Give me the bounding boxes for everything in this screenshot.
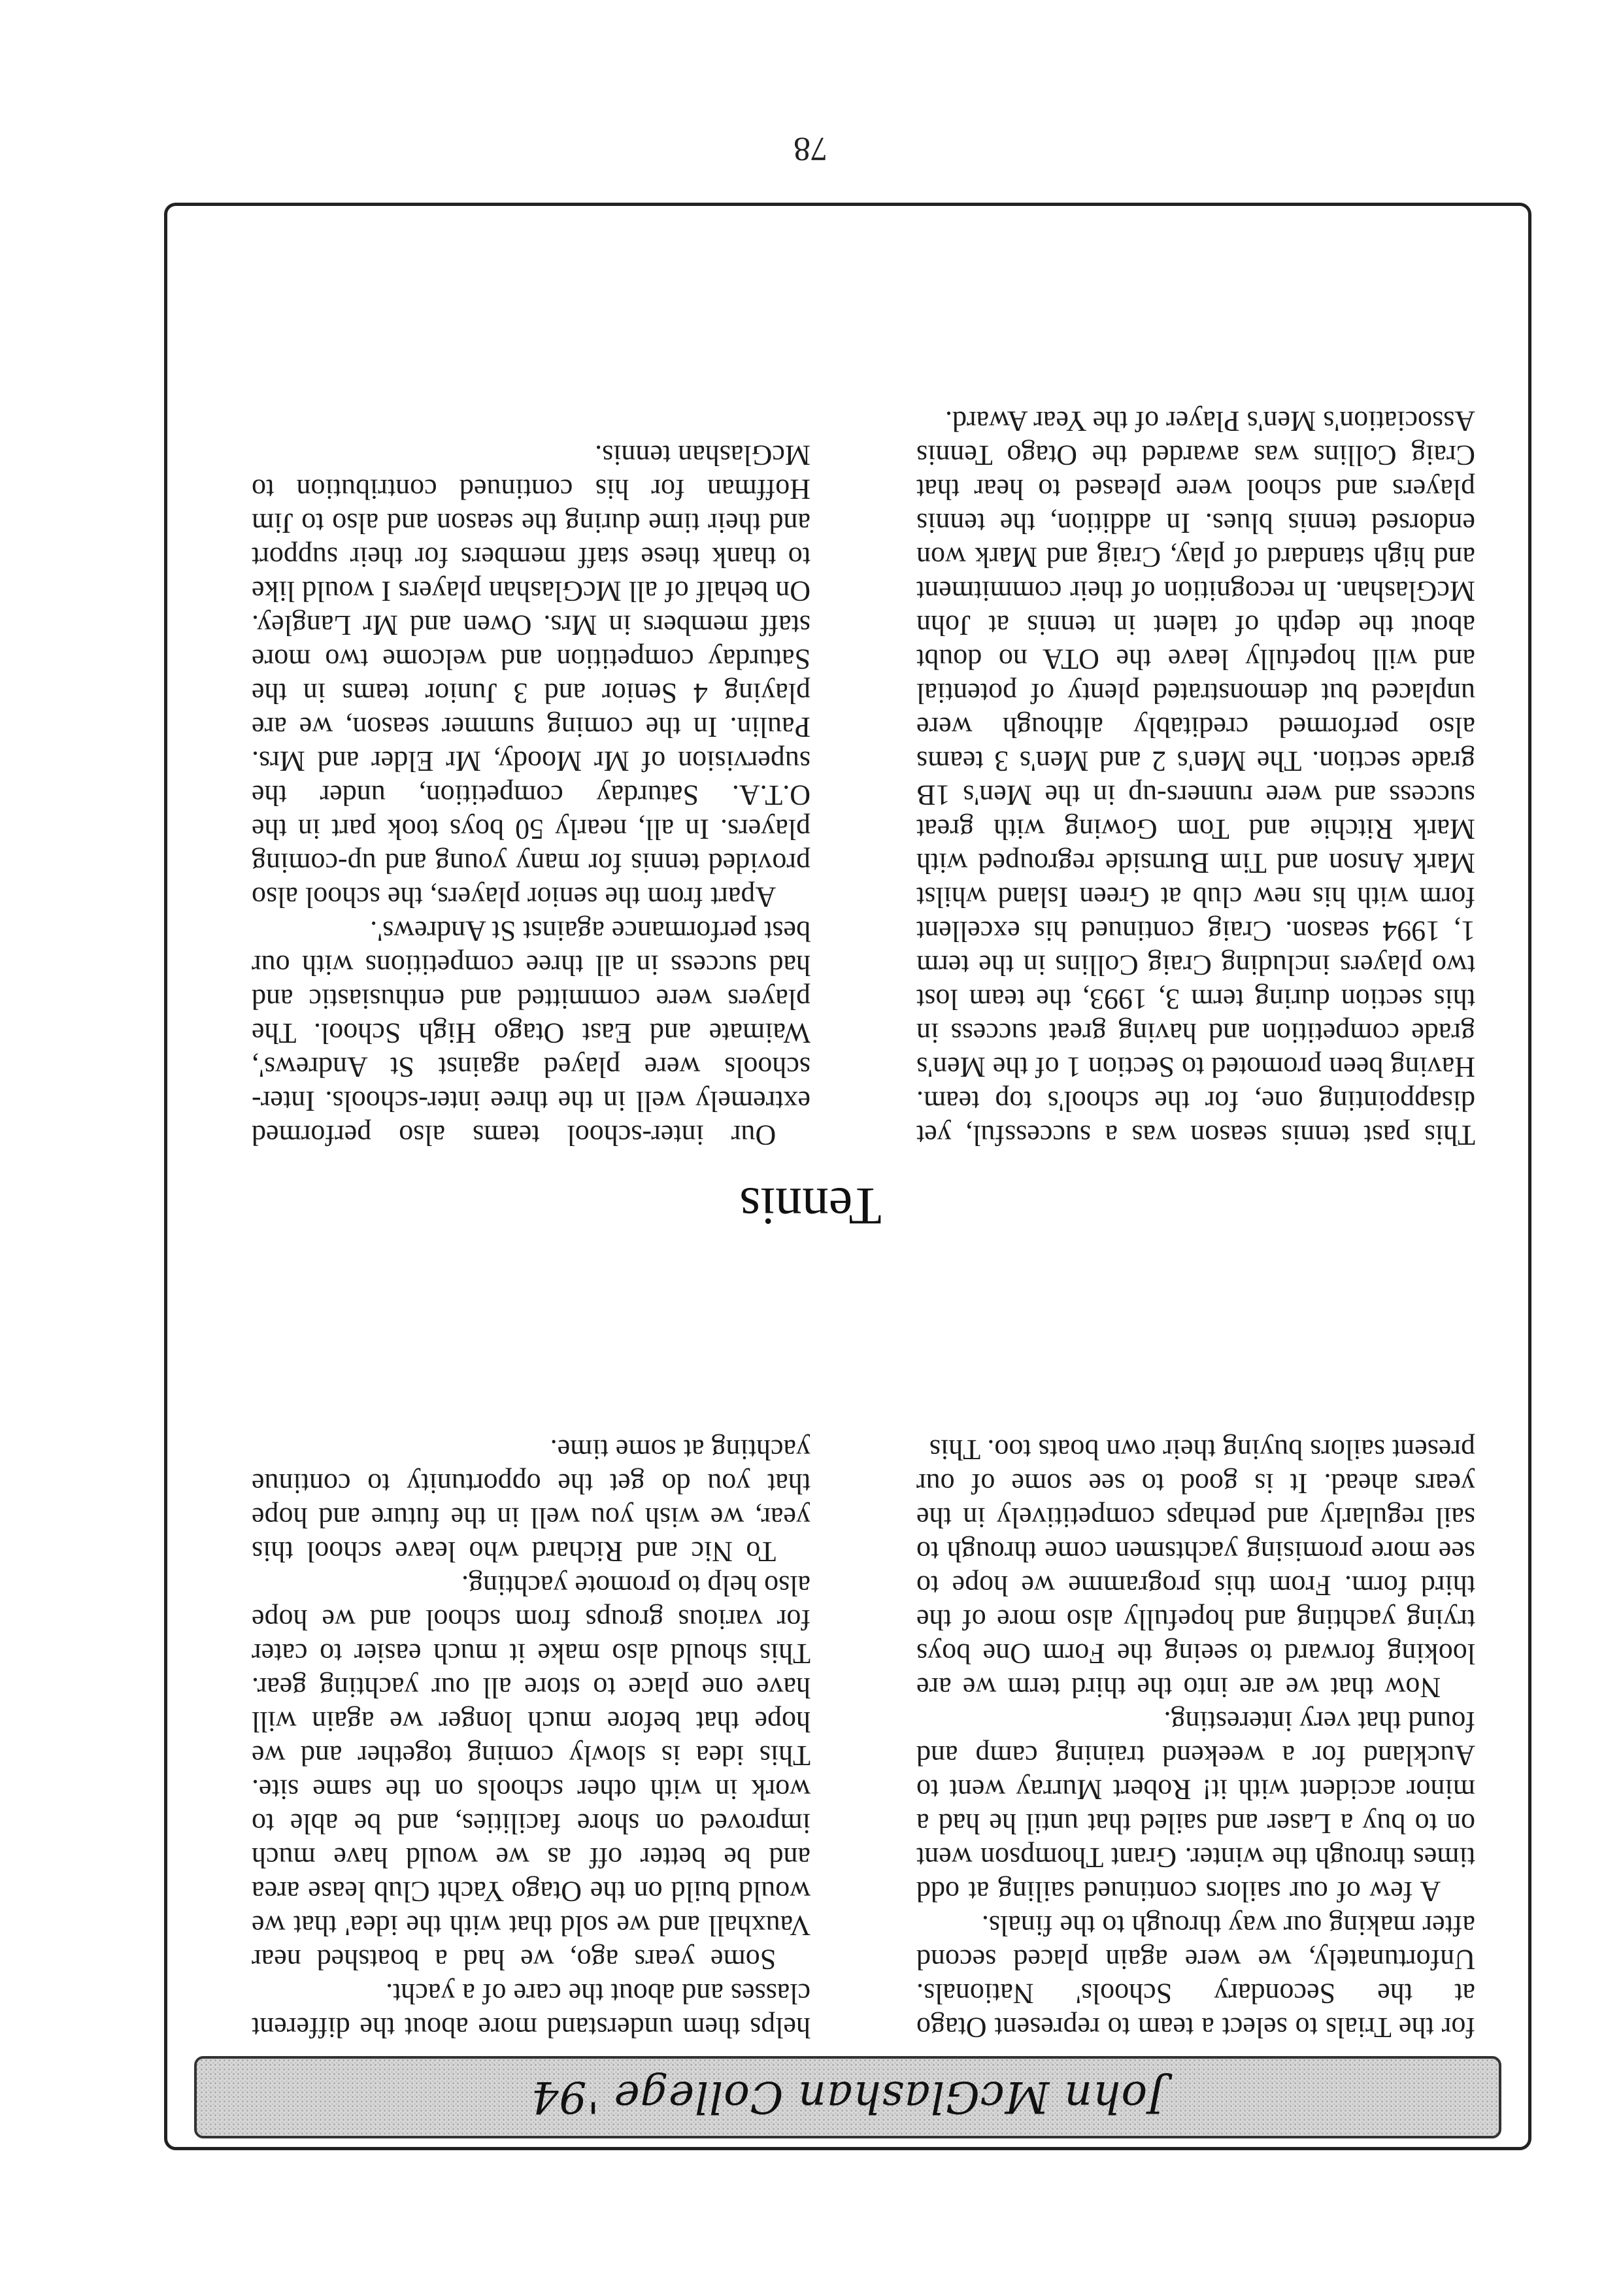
yachting-right-column xyxy=(252,1286,811,2044)
banner-title: John McGlashan College '94 xyxy=(530,2072,1165,2123)
yachting-paragraph: A few of our sailors continued sailing at odd times through the winter. Grant Thompson went on to buy a Laser and sailed that until he had a minor accident with it! Robert Murray went to Auckland for a weekend training camp and found that very interesting. xyxy=(916,1706,1475,1908)
tennis-paragraph: Apart from the senior players, the school also provided tennis for many young and up-coming players. In all, nearly 50 boys took part in the O.T.A. Saturday competition, under the supervision of Mr Moody, Mr Elder and Mrs. Paulin. In the coming summer season, we are playing 4 Senior and 3 Junior teams in the Saturday competition and welcome two more staff members in Mrs. Owen and Mr Langley. On behalf of all McGlashan players I would like to thank these staff members for their support and their time during the season and also to Jim Hoffman for his continued contribution to McGlashan tennis. xyxy=(252,439,811,913)
tennis-right-column xyxy=(252,224,811,1152)
page-number: 78 xyxy=(794,130,827,167)
header-banner xyxy=(194,2056,1501,2138)
yachting-paragraph: To Nic and Richard who leave school this year, we wish you well in the future and hope that you do get the opportunity to continue yachting at some time. xyxy=(252,1434,811,1568)
yachting-paragraph: Some years ago, we had a boatshed near Vauxhall and we sold that with the idea' that we would build on the Otago Yacht Club lease area and be better off as we would have much improved on shore facilities, and be able to work in with other schools on the same site. This idea is slowly coming together and we hope that before much longer we again will have one place to store all our yachting gear. This should also make it much easier to cater for various groups from school and we hope also help to promote yachting. xyxy=(252,1570,811,1976)
tennis-section-title: Tennis xyxy=(739,1177,882,1236)
tennis-paragraph: This past tennis season was a successful, yet disappointing one, for the school's top team. Having been promoted to Section 1 of the Men's grade competition and having great success in this section during term 3, 1993, the team lost two players including Craig Collins in the term 1, 1994 season. Craig continued his excellent form with his new club at Green Island whilst Mark Anson and Tim Burnside regrouped with Mark Ritchie and Tom Gowing with great success and were runners-up in the Men's 1B grade section. The Men's 2 and Men's 3 teams also performed creditably although were unplaced but demonstrated plenty of potential and will hopefully leave the OTA no doubt about the depth of talent in tennis at John McGlashan. In recognition of their commitment and high standard of play, Craig and Mark won endorsed tennis blues. In addition, the tennis players and school were pleased to hear that Craig Collins was awarded the Otago Tennis Association's Men's Player of the Year Award. xyxy=(916,405,1475,1151)
yachting-left-column xyxy=(916,1286,1475,2044)
tennis-left-column xyxy=(916,224,1475,1152)
yachting-paragraph: Now that we are into the third term we are looking forward to seeing the Form One boys trying yachting and hopefully also more of the third form. From this programme we hope to see more promising yachtsmen come through to sail regularly and perhaps competitively in the years ahead. It is good to see some of our present sailors buying their own boats too. This xyxy=(916,1434,1475,1704)
yachting-paragraph: for the Trials to select a team to represent Otago at the Secondary Schools' Nationals. Unfortunately, we were again placed second after making our way through to the finals. xyxy=(916,1910,1475,2044)
tennis-paragraph: Our inter-school teams also performed extremely well in the three inter-schools. Inter-schools were played against St Andrews', Waimate and East Otago High School. The players were committed and enthusiastic and had success in all three competitions with our best performance against St Andrews'. xyxy=(252,915,811,1151)
yachting-paragraph: helps them understand more about the different classes and about the care of a yacht. xyxy=(252,1978,811,2044)
